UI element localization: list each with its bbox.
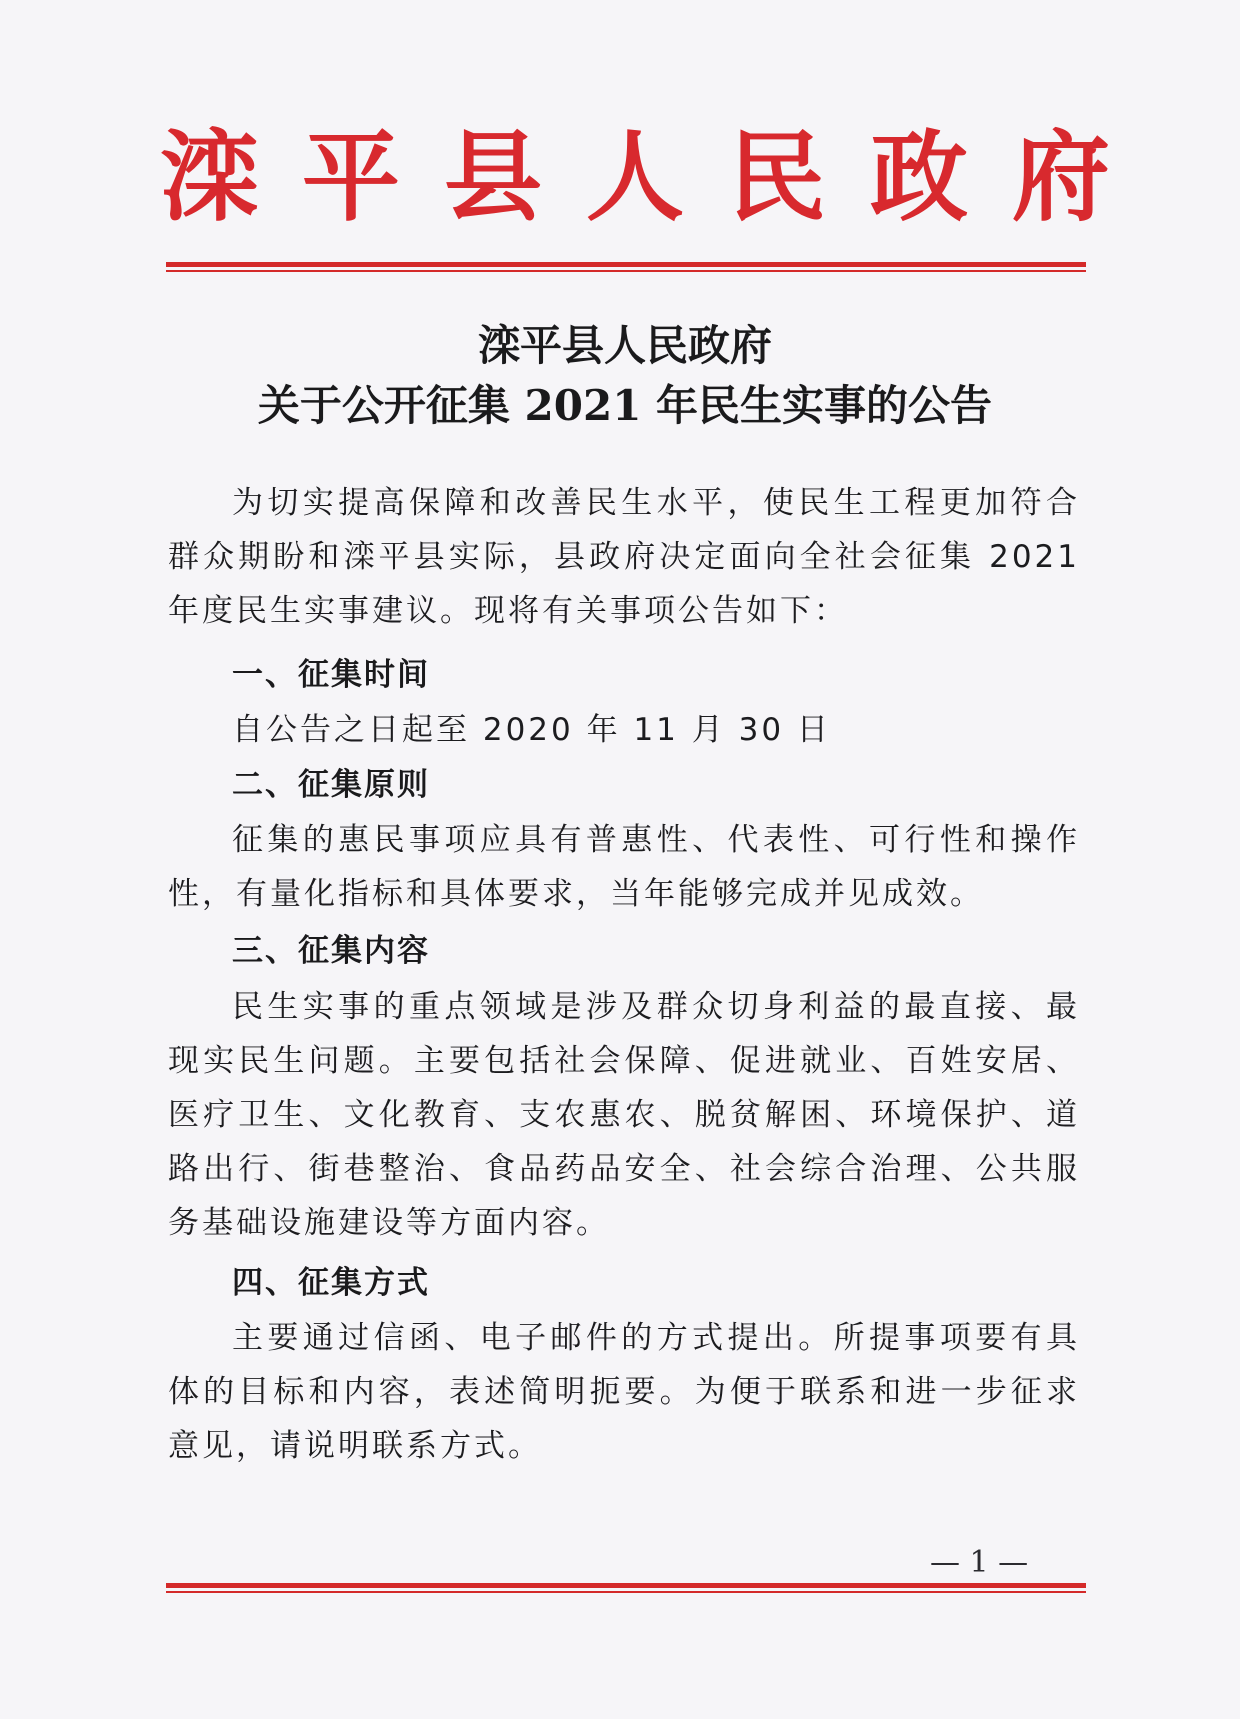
section-text-1: 自公告之日起至 2020 年 11 月 30 日: [232, 712, 831, 748]
document-title-line-2: 关于公开征集 2021 年民生实事的公告: [257, 381, 993, 430]
footer-red-rule-thin: [166, 1591, 1086, 1593]
footer-red-rule: [166, 1583, 1086, 1588]
document-title-line-1: 滦平县人民政府: [477, 321, 772, 370]
section-body-3: [168, 980, 1080, 1250]
section-heading-3: 三、征集内容: [232, 933, 430, 969]
section-heading-2: 二、征集原则: [232, 767, 430, 803]
issuing-authority-header: 滦平县人民政府: [160, 120, 1155, 235]
section-body-2: [168, 813, 1080, 921]
header-red-rule-thin: [166, 270, 1086, 272]
section-text-3: 民生实事的重点领域是涉及群众切身利益的最直接、最现实民生问题。主要包括社会保障、促进就业、百姓安居、医疗卫生、文化教育、支农惠农、脱贫解困、环境保护、道路出行、街巷整治、食品药品安全、社会综合治理、公共服务基础设施建设等方面内容。: [168, 989, 1080, 1241]
section-heading-1: 一、征集时间: [232, 657, 430, 693]
section-text-4: 主要通过信函、电子邮件的方式提出。所提事项要有具体的目标和内容，表述简明扼要。为便于联系和进一步征求意见，请说明联系方式。: [168, 1320, 1080, 1464]
section-heading-4: 四、征集方式: [232, 1265, 430, 1301]
section-body-1: [168, 703, 1080, 757]
page-number: — 1 —: [930, 1545, 1029, 1580]
section-text-2: 征集的惠民事项应具有普惠性、代表性、可行性和操作性，有量化指标和具体要求，当年能够完成并见成效。: [168, 822, 1080, 912]
intro-paragraph: [168, 476, 1080, 638]
section-body-4: [168, 1311, 1080, 1473]
intro-text: 为切实提高保障和改善民生水平，使民生工程更加符合群众期盼和滦平县实际，县政府决定面向全社会征集 2021 年度民生实事建议。现将有关事项公告如下：: [168, 485, 1080, 629]
header-red-rule: [166, 262, 1086, 267]
